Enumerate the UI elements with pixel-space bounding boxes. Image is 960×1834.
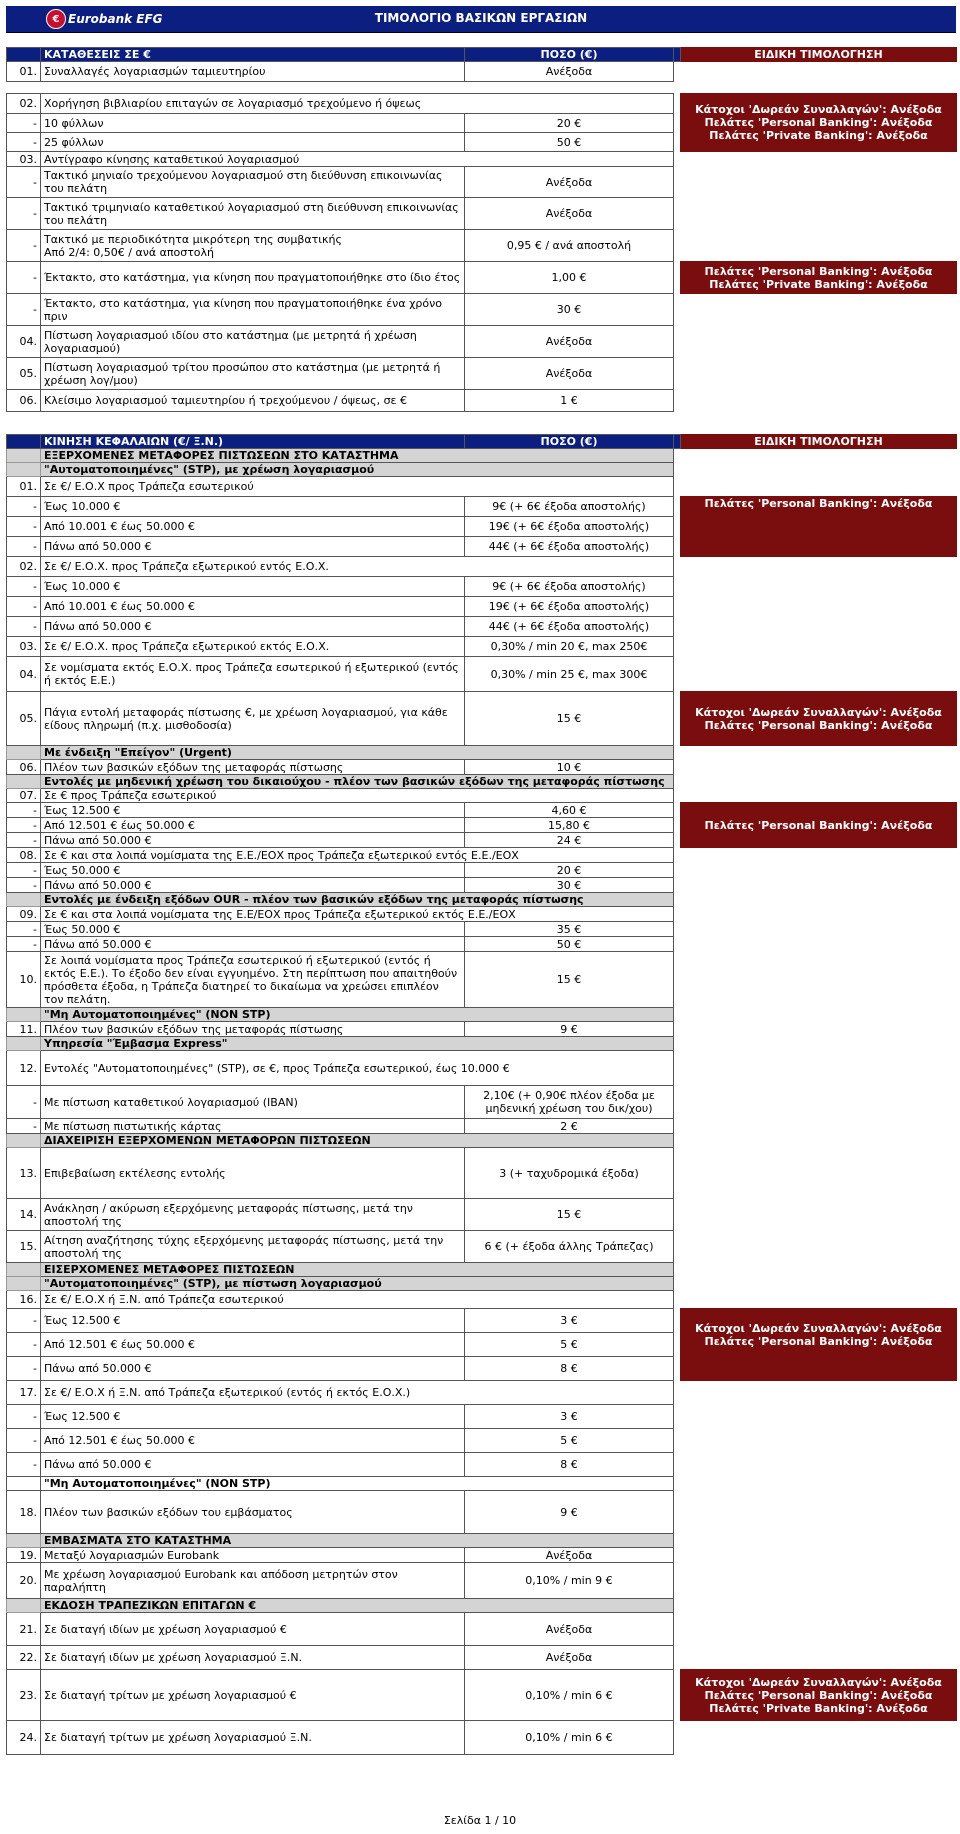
table-row: - Από 12.501 € έως 50.000 € 15,80 € xyxy=(7,818,957,833)
section-heading: ΕΚΔΟΣΗ ΤΡΑΠΕΖΙΚΩΝ ΕΠΙΤΑΓΩΝ € xyxy=(7,1599,957,1613)
table-row: - Τακτικό τριμηνιαίο καταθετικού λογαριασμού στη διεύθυνση επικοινωνίας του πελάτη Ανέξοδα xyxy=(7,198,957,230)
table-row: - Έως 10.000 € 9€ (+ 6€ έξοδα αποστολής) xyxy=(7,577,957,597)
table-row: - Πάνω από 50.000 € 8 € xyxy=(7,1453,957,1477)
table-row: - Πάνω από 50.000 € 24 € xyxy=(7,833,957,848)
section-heading: ΕΙΣΕΡΧΟΜΕΝΕΣ ΜΕΤΑΦΟΡΕΣ ΠΙΣΤΩΣΕΩΝ xyxy=(7,1263,957,1277)
table-row: 13. Επιβεβαίωση εκτέλεσης εντολής 3 (+ ταχυδρομικά έξοδα) xyxy=(7,1148,957,1199)
eurobank-logo-icon: € xyxy=(46,9,66,29)
table-row: - Έως 50.000 € 20 € xyxy=(7,863,957,878)
table-row: - Έως 10.000 € 9€ (+ 6€ έξοδα αποστολής) Πελάτες 'Personal Banking': Ανέξοδα xyxy=(7,497,957,517)
table-row: - 25 φύλλων 50 € xyxy=(7,133,957,152)
special-pricing-cell: Κάτοχοι 'Δωρεάν Συναλλαγών': Ανέξοδα Πελάτες 'Personal Banking': Ανέξοδα Πελάτες 'Private Banking': Ανέξοδα xyxy=(681,1670,957,1721)
special-pricing-header: ΕΙΔΙΚΗ ΤΙΜΟΛΟΓΗΣΗ xyxy=(681,48,957,62)
table-row: - Τακτικό με περιοδικότητα μικρότερη της συμβατικής Από 2/4: 0,50€ / ανά αποστολή 0,95 € / ανά αποστολή xyxy=(7,230,957,262)
amount-header: ΠΟΣΟ (€) xyxy=(465,435,674,449)
table-row: 20. Με χρέωση λογαριασμού Eurobank και απόδοση μετρητών στον παραλήπτη 0,10% / min 9 € xyxy=(7,1563,957,1599)
capital-header xyxy=(7,435,957,449)
table-row: 02. Χορήγηση βιβλιαρίου επιταγών σε λογαριασμό τρεχούμενο ή όψεως Κάτοχοι 'Δωρεάν Συναλλαγών': Ανέξοδα Πελάτες 'Personal Banking': Ανέξοδα Πελάτες 'Private Banking': Ανέξοδα xyxy=(7,94,957,114)
table-row: 09. Σε € και στα λοιπά νομίσματα της Ε.Ε/ΕΟΧ προς Τράπεζα εξωτερικού εκτός Ε.Ε./ΕΟΧ xyxy=(7,907,957,922)
table-row: - Πάνω από 50.000 € 44€ (+ 6€ έξοδα αποστολής) xyxy=(7,617,957,637)
table-row: 14. Ανάκληση / ακύρωση εξερχόμενης μεταφοράς πίστωσης, μετά την αποστολή της 15 € xyxy=(7,1199,957,1231)
section-heading: "Μη Αυτοματοποιημένες" (NON STP) xyxy=(7,1008,957,1022)
table-row: 01. Σε €/ Ε.Ο.Χ προς Τράπεζα εσωτερικού xyxy=(7,477,957,497)
special-pricing-cell: Κάτοχοι 'Δωρεάν Συναλλαγών': Ανέξοδα Πελάτες 'Personal Banking': Ανέξοδα Πελάτες 'Private Banking': Ανέξοδα xyxy=(681,94,957,152)
table-row: 19. Μεταξύ λογαριασμών Eurobank Ανέξοδα xyxy=(7,1548,957,1563)
section-heading: "Μη Αυτοματοποιημένες" (NON STP) xyxy=(7,1477,957,1491)
table-row: - Έκτακτο, στο κατάστημα, για κίνηση που πραγματοποιήθηκε στο ίδιο έτος 1,00 € Πελάτες 'Personal Banking': Ανέξοδα Πελάτες 'Private Banking': Ανέξοδα xyxy=(7,262,957,294)
section-heading: "Αυτοματοποιημένες" (STP), με χρέωση λογαριασμού xyxy=(7,463,957,477)
table-row: 08. Σε € και στα λοιπά νομίσματα της Ε.Ε./ΕΟΧ προς Τράπεζα εξωτερικού εντός Ε.Ε./ΕΟΧ xyxy=(7,848,957,863)
table-row: - Με πίστωση πιστωτικής κάρτας 2 € xyxy=(7,1119,957,1134)
table-row: 07. Σε € προς Τράπεζα εσωτερικού xyxy=(7,789,957,803)
table-row: 17. Σε €/ Ε.Ο.Χ ή Ξ.Ν. από Τράπεζα εξωτερικού (εντός ή εκτός Ε.Ο.Χ.) xyxy=(7,1381,957,1405)
table-row: 24. Σε διαταγή τρίτων με χρέωση λογαριασμού Ξ.Ν. 0,10% / min 6 € xyxy=(7,1721,957,1755)
section-heading: Με ένδειξη "Επείγον" (Urgent) xyxy=(7,746,957,760)
table-row: - Έως 12.500 € 3 € Κάτοχοι 'Δωρεάν Συναλλαγών': Ανέξοδα Πελάτες 'Personal Banking': Ανέξοδα xyxy=(7,1309,957,1333)
section-heading: ΔΙΑΧΕΙΡΙΣΗ ΕΞΕΡΧΟΜΕΝΩΝ ΜΕΤΑΦΟΡΩΝ ΠΙΣΤΩΣΕΩΝ xyxy=(7,1134,957,1148)
table-row: - Πάνω από 50.000 € 44€ (+ 6€ έξοδα αποστολής) xyxy=(7,537,957,557)
table-row: 16. Σε €/ Ε.Ο.Χ ή Ξ.Ν. από Τράπεζα εσωτερικού xyxy=(7,1291,957,1309)
section-heading: ΕΜΒΑΣΜΑΤΑ ΣΤΟ ΚΑΤΑΣΤΗΜΑ xyxy=(7,1534,957,1548)
special-pricing-cell: Κάτοχοι 'Δωρεάν Συναλλαγών': Ανέξοδα Πελάτες 'Personal Banking': Ανέξοδα xyxy=(681,1309,957,1381)
document-page xyxy=(6,6,956,1755)
table-row: 03. Σε €/ Ε.Ο.Χ. προς Τράπεζα εξωτερικού εκτός Ε.Ο.Χ. 0,30% / min 20 €, max 250€ xyxy=(7,637,957,657)
section-heading: Εντολές με ένδειξη εξόδων OUR - πλέον των βασικών εξόδων της μεταφοράς πίστωσης xyxy=(7,893,957,907)
table-row: 03. Αντίγραφο κίνησης καταθετικού λογαριασμού xyxy=(7,152,957,167)
table-row: 22. Σε διαταγή ιδίων με χρέωση λογαριασμού Ξ.Ν. Ανέξοδα xyxy=(7,1646,957,1670)
section-heading: Υπηρεσία "Έμβασμα Express" xyxy=(7,1037,957,1051)
amount-header: ΠΟΣΟ (€) xyxy=(465,48,674,62)
section-heading: Εντολές με μηδενική χρέωση του δικαιούχου - πλέον των βασικών εξόδων της μεταφοράς πίστωσης xyxy=(7,775,957,789)
table-row: - Έως 12.500 € 4,60 € Πελάτες 'Personal Banking': Ανέξοδα xyxy=(7,803,957,818)
table-row: - Τακτικό μηνιαίο τρεχούμενου λογαριασμού στη διεύθυνση επικοινωνίας του πελάτη Ανέξοδα xyxy=(7,167,957,198)
page-number: Σελίδα 1 / 10 xyxy=(443,1814,517,1827)
table-row: 18. Πλέον των βασικών εξόδων του εμβάσματος 9 € xyxy=(7,1491,957,1534)
table-row: 10. Σε λοιπά νομίσματα προς Τράπεζα εσωτερικού ή εξωτερικού (εντός ή εκτός Ε.Ε.). Το έξοδο δεν είναι εγγυημένο. Στη περίπτωση που απαιτηθούν πρόσθετα έξοδα, η Τράπεζα διατηρεί το δικαίωμα να χρεώσει επιπλέον τον πελάτη. 15 € xyxy=(7,952,957,1008)
deposits-title: ΚΑΤΑΘΕΣΕΙΣ ΣΕ € xyxy=(41,48,465,62)
deposits-header xyxy=(7,48,957,62)
table-row: - Από 12.501 € έως 50.000 € 5 € xyxy=(7,1429,957,1453)
table-row: - Έκτακτο, στο κατάστημα, για κίνηση που πραγματοποιήθηκε ένα χρόνο πριν 30 € xyxy=(7,294,957,326)
section-heading: "Αυτοματοποιημένες" (STP), με πίστωση λογαριασμού xyxy=(7,1277,957,1291)
table-row: 12. Εντολές "Αυτοματοποιημένες" (STP), σε €, προς Τράπεζα εσωτερικού, έως 10.000 € xyxy=(7,1051,957,1086)
table-row: - Από 12.501 € έως 50.000 € 5 € xyxy=(7,1333,957,1357)
capital-movement-table xyxy=(6,434,957,1755)
table-row: - Έως 12.500 € 3 € xyxy=(7,1405,957,1429)
table-row: 11. Πλέον των βασικών εξόδων της μεταφοράς πίστωσης 9 € xyxy=(7,1022,957,1037)
table-row: - Πάνω από 50.000 € 8 € xyxy=(7,1357,957,1381)
table-row: - Με πίστωση καταθετικού λογαριασμού (IBAN) 2,10€ (+ 0,90€ πλέον έξοδα με μηδενική χρέωση του δικ/χου) xyxy=(7,1086,957,1119)
special-pricing-cell: Πελάτες 'Personal Banking': Ανέξοδα xyxy=(681,803,957,848)
table-row: - Από 10.001 € έως 50.000 € 19€ (+ 6€ έξοδα αποστολής) xyxy=(7,597,957,617)
table-row: 02. Σε €/ Ε.Ο.Χ. προς Τράπεζα εξωτερικού εντός Ε.Ο.Χ. xyxy=(7,557,957,577)
special-pricing-header: ΕΙΔΙΚΗ ΤΙΜΟΛΟΓΗΣΗ xyxy=(681,435,957,449)
title-bar xyxy=(6,6,956,33)
table-row: 06. Κλείσιμο λογαριασμού ταμιευτηρίου ή τρεχούμενου / όψεως, σε € 1 € xyxy=(7,390,957,412)
table-row: 01. Συναλλαγές λογαριασμών ταμιευτηρίου Ανέξοδα xyxy=(7,62,957,82)
section-heading: ΕΞΕΡΧΟΜΕΝΕΣ ΜΕΤΑΦΟΡΕΣ ΠΙΣΤΩΣΕΩΝ ΣΤΟ ΚΑΤΑΣΤΗΜΑ xyxy=(7,449,957,463)
table-row: 05. Πίστωση λογαριασμού τρίτου προσώπου στο κατάστημα (με μετρητά ή χρέωση λογ/μου) Ανέξοδα xyxy=(7,358,957,390)
bank-name: Eurobank EFG xyxy=(68,12,163,26)
table-row: 04. Σε νομίσματα εκτός Ε.Ο.Χ. προς Τράπεζα εσωτερικού ή εξωτερικού (εντός ή εκτός Ε.Ε.) 0,30% / min 25 €, max 300€ xyxy=(7,657,957,692)
special-pricing-cell: Κάτοχοι 'Δωρεάν Συναλλαγών': Ανέξοδα Πελάτες 'Personal Banking': Ανέξοδα xyxy=(681,692,957,746)
table-row: - Από 10.001 € έως 50.000 € 19€ (+ 6€ έξοδα αποστολής) xyxy=(7,517,957,537)
table-row: 04. Πίστωση λογαριασμού ιδίου στο κατάστημα (με μετρητά ή χρέωση λογαριασμού) Ανέξοδα xyxy=(7,326,957,358)
deposits-table xyxy=(6,47,957,412)
table-row: 15. Αίτηση αναζήτησης τύχης εξερχόμενης μεταφοράς πίστωσης, μετά την αποστολή της 6 € (+ έξοδα άλλης Τράπεζας) xyxy=(7,1231,957,1263)
table-row: - 10 φύλλων 20 € xyxy=(7,114,957,133)
table-row: 23. Σε διαταγή τρίτων με χρέωση λογαριασμού € 0,10% / min 6 € Κάτοχοι 'Δωρεάν Συναλλαγών': Ανέξοδα Πελάτες 'Personal Banking': Ανέξοδα Πελάτες 'Private Banking': Ανέξοδα xyxy=(7,1670,957,1721)
table-row: 21. Σε διαταγή ιδίων με χρέωση λογαριασμού € Ανέξοδα xyxy=(7,1613,957,1646)
table-row: 05. Πάγια εντολή μεταφοράς πίστωσης €, με χρέωση λογαριασμού, για κάθε είδους πληρωμή (π.χ. μισθοδοσία) 15 € Κάτοχοι 'Δωρεάν Συναλλαγών': Ανέξοδα Πελάτες 'Personal Banking': Ανέξοδα xyxy=(7,692,957,746)
table-row: - Πάνω από 50.000 € 50 € xyxy=(7,937,957,952)
document-title: ΤΙΜΟΛΟΓΙΟ ΒΑΣΙΚΩΝ ΕΡΓΑΣΙΩΝ xyxy=(374,11,588,25)
table-row: - Έως 50.000 € 35 € xyxy=(7,922,957,937)
special-pricing-cell: Πελάτες 'Personal Banking': Ανέξοδα xyxy=(681,497,957,557)
special-pricing-cell: Πελάτες 'Personal Banking': Ανέξοδα Πελάτες 'Private Banking': Ανέξοδα xyxy=(681,262,957,294)
table-row: 06. Πλέον των βασικών εξόδων της μεταφοράς πίστωσης 10 € xyxy=(7,760,957,775)
table-row: - Πάνω από 50.000 € 30 € xyxy=(7,878,957,893)
capital-title: ΚΙΝΗΣΗ ΚΕΦΑΛΑΙΩΝ (€/ Ξ.Ν.) xyxy=(41,435,465,449)
